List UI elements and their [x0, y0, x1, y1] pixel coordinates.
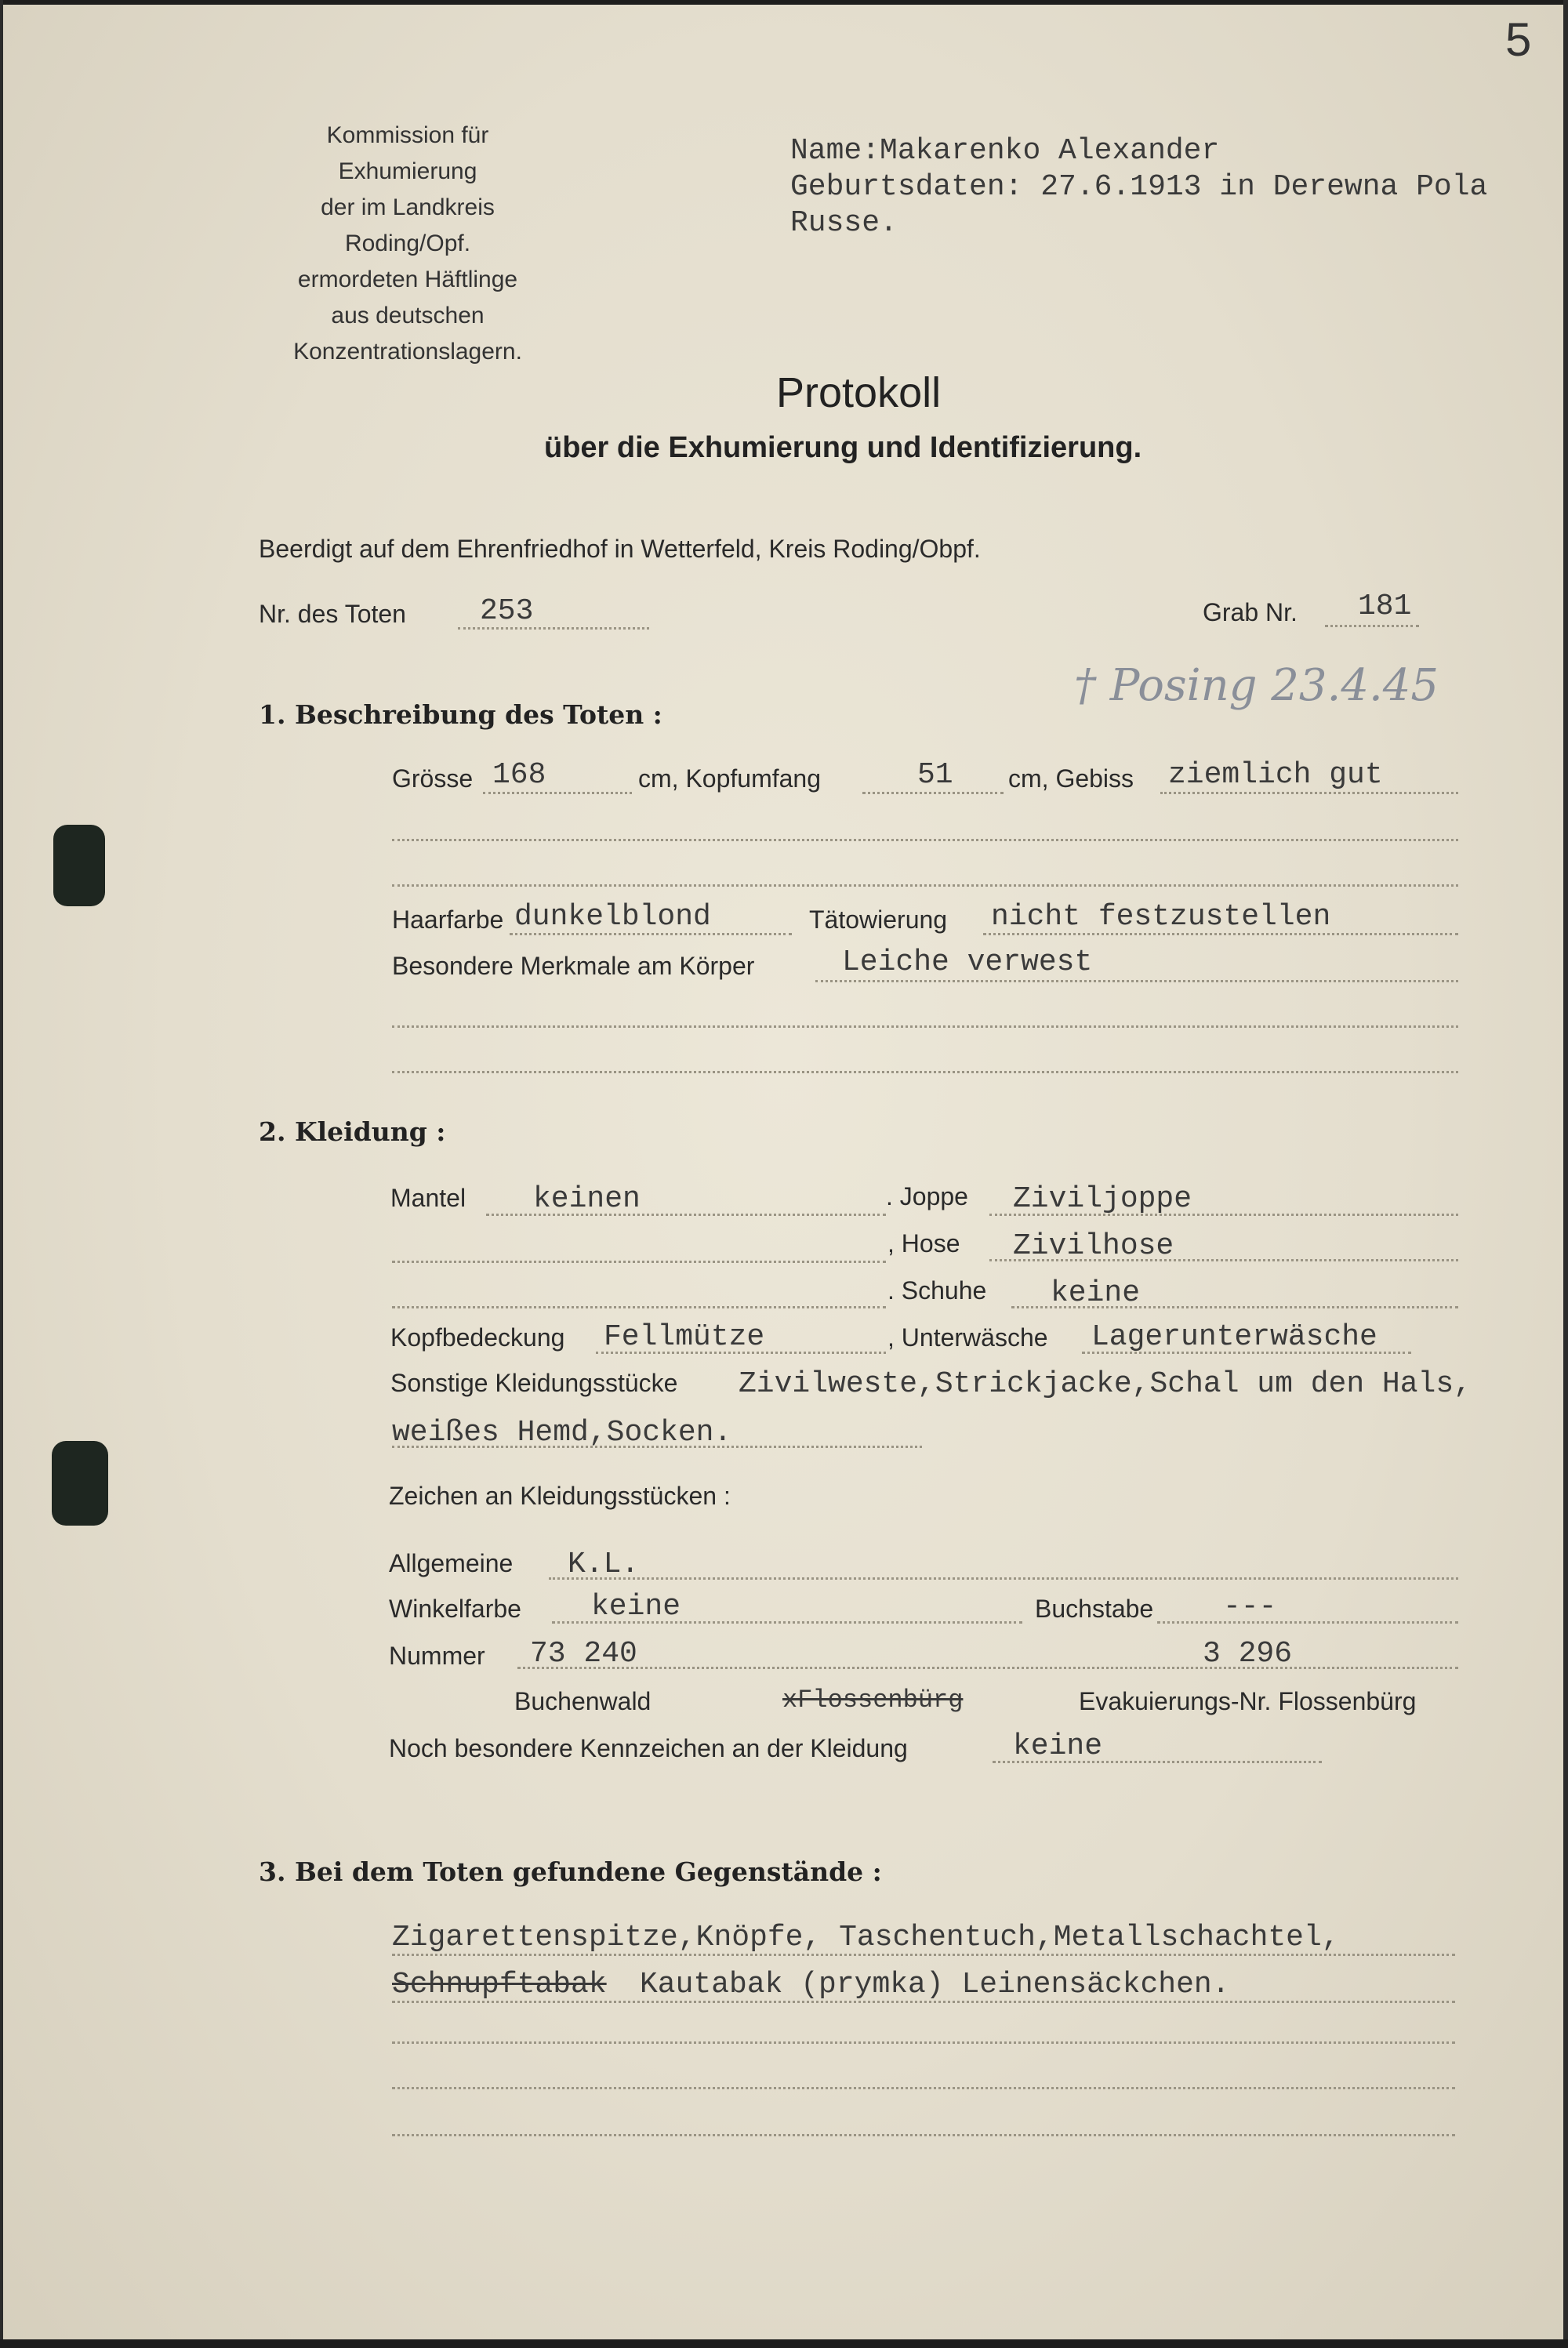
taetowierung-label: Tätowierung [809, 905, 948, 934]
taetowierung-value: nicht festzustellen [991, 900, 1331, 934]
handwritten-death-note: † Posing 23.4.45 [1074, 660, 1439, 711]
gebiss-label: cm, Gebiss [1008, 764, 1134, 793]
nummer-value-buchenwald: 73 240 [530, 1637, 637, 1671]
commission-line-3: ermordeten Häftlinge [297, 267, 518, 292]
section2-heading: 2. Kleidung : [259, 1116, 446, 1147]
buchstabe-value: --- [1223, 1590, 1277, 1624]
section3-heading: 3. Bei dem Toten gefundene Gegenstände : [259, 1856, 882, 1887]
struck-flossenbuerg: xFlossenbürg [782, 1686, 964, 1715]
sonstige-value-2: weißes Hemd,Socken. [392, 1416, 732, 1450]
noch-label: Noch besondere Kennzeichen an der Kleidung [389, 1734, 908, 1762]
commission-block [267, 118, 549, 370]
mantel-label: Mantel [390, 1184, 466, 1212]
items-line-2: Kautabak (prymka) Leinensäckchen. [640, 1968, 1230, 2001]
buchenwald-label: Buchenwald [514, 1687, 652, 1715]
unterwaesche-label: , Unterwäsche [887, 1323, 1048, 1352]
scan-border-left [0, 0, 3, 2348]
nummer-value-flossenbuerg: 3 296 [1203, 1637, 1293, 1671]
typed-header [790, 133, 1487, 241]
grab-nr-label: Grab Nr. [1203, 598, 1298, 626]
noch-value: keine [1013, 1729, 1103, 1763]
punch-hole-top [53, 825, 105, 906]
joppe-value: Ziviljoppe [1013, 1182, 1192, 1216]
section1-heading: 1. Beschreibung des Toten : [259, 699, 662, 730]
document-title: Protokoll [776, 369, 942, 416]
sonstige-value-1: Zivilweste,Strickjacke,Schal um den Hals, [739, 1367, 1472, 1401]
hose-label: , Hose [887, 1229, 960, 1257]
typed-name: Name:Makarenko Alexander [790, 134, 1220, 168]
groesse-label: Grösse [392, 764, 474, 793]
schuhe-label: . Schuhe [887, 1276, 987, 1305]
scan-border-bottom [0, 2339, 1568, 2348]
document-subtitle: über die Exhumierung und Identifizierung. [544, 431, 1142, 464]
nummer-label: Nummer [389, 1642, 485, 1670]
winkelfarbe-label: Winkelfarbe [389, 1595, 521, 1623]
unterwaesche-value: Lagerunterwäsche [1091, 1320, 1377, 1354]
haarfarbe-value: dunkelblond [514, 900, 711, 934]
commission-line-4: aus deutschen Konzentrationslagern. [293, 303, 522, 365]
winkelfarbe-value: keine [591, 1590, 681, 1624]
kopfumfang-value: 51 [917, 758, 953, 792]
kopfumfang-label: cm, Kopfumfang [638, 764, 821, 793]
commission-line-1: Kommission für Exhumierung [326, 122, 489, 184]
allgemeine-value: K.L. [568, 1548, 640, 1581]
burial-line: Beerdigt auf dem Ehrenfriedhof in Wetterfeld, Kreis Roding/Obpf. [259, 535, 981, 563]
kopfbedeckung-label: Kopfbedeckung [390, 1323, 565, 1352]
typed-birthdata: Geburtsdaten: 27.6.1913 in Derewna Pola [790, 170, 1488, 204]
scan-border-top [0, 0, 1568, 5]
commission-line-2: der im Landkreis Roding/Opf. [321, 194, 495, 256]
gebiss-value: ziemlich gut [1168, 758, 1383, 792]
merkmale-label: Besondere Merkmale am Körper [392, 952, 755, 980]
allgemeine-label: Allgemeine [389, 1549, 514, 1577]
typed-nationality: Russe. [790, 206, 898, 240]
hose-value: Zivilhose [1013, 1229, 1174, 1263]
merkmale-value: Leiche verwest [842, 945, 1093, 979]
haarfarbe-label: Haarfarbe [392, 905, 504, 934]
schuhe-value: keine [1051, 1276, 1141, 1310]
joppe-label: . Joppe [886, 1182, 968, 1210]
punch-hole-bottom [52, 1441, 108, 1526]
page-number: 5 [1505, 13, 1532, 66]
buchstabe-label: Buchstabe [1035, 1595, 1154, 1623]
mantel-value: keinen [533, 1182, 641, 1216]
scan-border-right [1563, 0, 1568, 2348]
kopfbedeckung-value: Fellmütze [604, 1320, 765, 1354]
evakuierungs-label: Evakuierungs-Nr. Flossenbürg [1079, 1687, 1417, 1715]
items-line-1: Zigarettenspitze,Knöpfe, Taschentuch,Metallschachtel, [392, 1921, 1340, 1954]
groesse-value: 168 [492, 758, 546, 792]
grab-nr-value: 181 [1358, 590, 1412, 623]
items-line-2-struck: Schnupftabak [392, 1968, 607, 2001]
sonstige-label: Sonstige Kleidungsstücke [390, 1369, 678, 1397]
nr-des-toten-value: 253 [480, 594, 534, 628]
zeichen-label: Zeichen an Kleidungsstücken : [389, 1482, 731, 1510]
nr-des-toten-label: Nr. des Toten [259, 600, 406, 628]
